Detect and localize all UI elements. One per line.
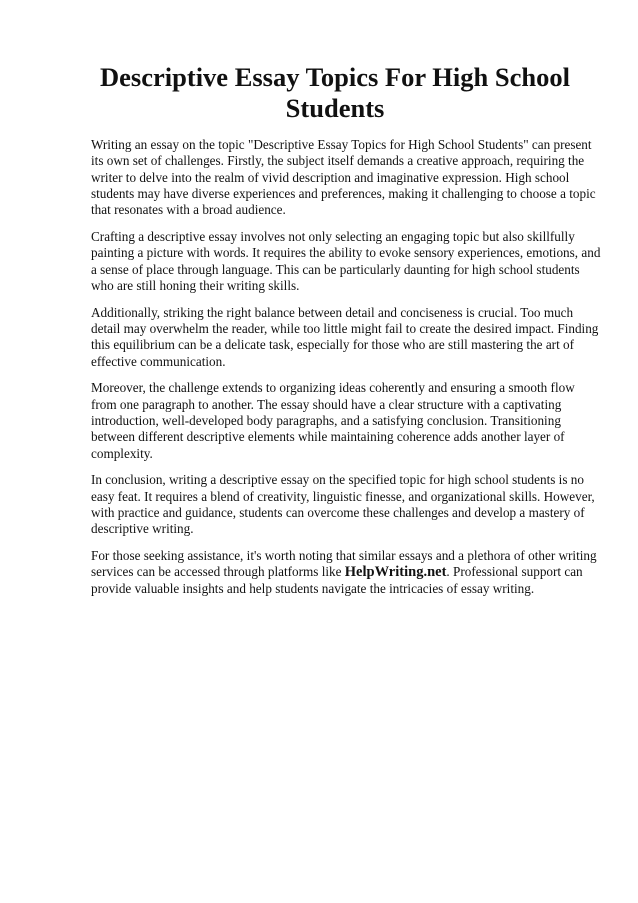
document-body	[91, 137, 601, 607]
paragraph-organization: Moreover, the challenge extends to organizing ideas coherently and ensuring a smooth flow from one paragraph to another. The essay should have a clear structure with a captivating introduction, well-developed body paragraphs, and a satisfying conclusion. Transitioning between different descriptive elements while maintaining coherence adds another layer of complexity.	[91, 380, 575, 461]
helpwriting-link[interactable]: HelpWriting.net	[344, 564, 447, 581]
paragraph-crafting: Crafting a descriptive essay involves not only selecting an engaging topic but also skillfully painting a picture with words. It requires the ability to evoke sensory experiences, emotions, and a sense of place through language. This can be particularly daunting for high school students who are still honing their writing skills.	[91, 228, 601, 293]
paragraph-assistance	[91, 548, 601, 597]
paragraph-balance: Additionally, striking the right balance between detail and conciseness is crucial. Too much detail may overwhelm the reader, while too little might fail to create the desired impact. Finding this equilibrium can be a delicate task, especially for those who are still mastering the art of effective communication.	[91, 304, 599, 369]
paragraph-conclusion: In conclusion, writing a descriptive essay on the specified topic for high school students is no easy feat. It requires a blend of creativity, linguistic finesse, and organizational skills. However, with practice and guidance, students can overcome these challenges and develop a mastery of descriptive writing.	[91, 472, 595, 537]
assistance-text-before: For those seeking assistance, it's worth noting that similar essays and a plethora of other writing services can be accessed through platforms like	[91, 548, 597, 580]
paragraph-intro: Writing an essay on the topic "Descriptive Essay Topics for High School Students" can present its own set of challenges. Firstly, the subject itself demands a creative approach, requiring the writer to delve into the realm of vivid description and imaginative expression. High school students may have diverse experiences and preferences, making it challenging to choose a topic that resonates with a broad audience.	[91, 137, 596, 218]
document-title: Descriptive Essay Topics For High School Students	[100, 62, 570, 123]
assistance-text-after: . Professional support can provide valuable insights and help students navigate the intricacies of essay writing.	[91, 564, 583, 596]
